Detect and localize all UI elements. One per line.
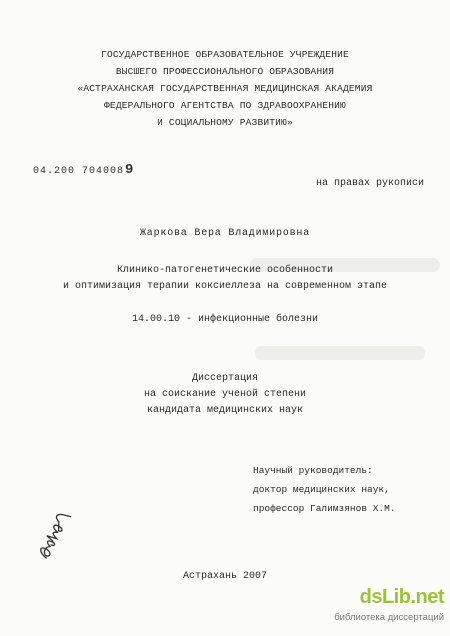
stamp-mark: 9 <box>125 162 135 178</box>
dslib-subtitle: библиотека диссертаций <box>334 612 444 623</box>
supervisor-block <box>253 461 396 518</box>
library-stamp <box>33 162 134 178</box>
manuscript-rights-label: на правах рукописи <box>316 178 425 189</box>
header-line: «АСТРАХАНСКАЯ ГОСУДАРСТВЕННАЯ МЕДИЦИНСКАЯ АКАДЕМИЯ <box>77 83 373 94</box>
header-line: И СОЦИАЛЬНОМУ РАЗВИТИЮ» <box>157 117 293 128</box>
degree-line: кандидата медицинских наук <box>146 405 304 416</box>
title-line: и оптимизация терапии коксиеллеза на современном этапе <box>62 281 388 292</box>
stamp-number: 04.200 704008 <box>33 166 125 177</box>
degree-line: на соискание ученой степени <box>143 389 307 400</box>
supervisor-line: доктор медицинских наук, <box>253 484 390 495</box>
degree-statement <box>0 371 450 419</box>
degree-line: Диссертация <box>191 373 258 384</box>
specialty-code: 14.00.10 - инфекционные болезни <box>131 314 319 325</box>
header-line: ГОСУДАРСТВЕННОЕ ОБРАЗОВАТЕЛЬНОЕ УЧРЕЖДЕНИЕ <box>101 49 349 60</box>
header-line: ВЫСШЕГО ПРОФЕССИОНАЛЬНОГО ОБРАЗОВАНИЯ <box>115 66 335 77</box>
scan-smudge <box>255 346 425 360</box>
header-line: ФЕДЕРАЛЬНОГО АГЕНТСТВА ПО ЗДРАВООХРАНЕНИЮ <box>104 100 346 111</box>
author-name: Жаркова Вера Владимировна <box>139 228 311 239</box>
institution-header <box>0 46 450 131</box>
handwritten-signature <box>24 511 84 559</box>
dslib-watermark[interactable] <box>336 586 448 630</box>
supervisor-line: профессор Галимзянов Х.М. <box>253 503 396 514</box>
supervisor-line: Научный руководитель: <box>253 465 373 476</box>
title-line: Клинико-патогенетические особенности <box>116 265 334 276</box>
dslib-logo: dsLib.net <box>359 586 444 608</box>
dissertation-title <box>0 263 450 295</box>
place-and-year: Астрахань 2007 <box>182 571 267 582</box>
